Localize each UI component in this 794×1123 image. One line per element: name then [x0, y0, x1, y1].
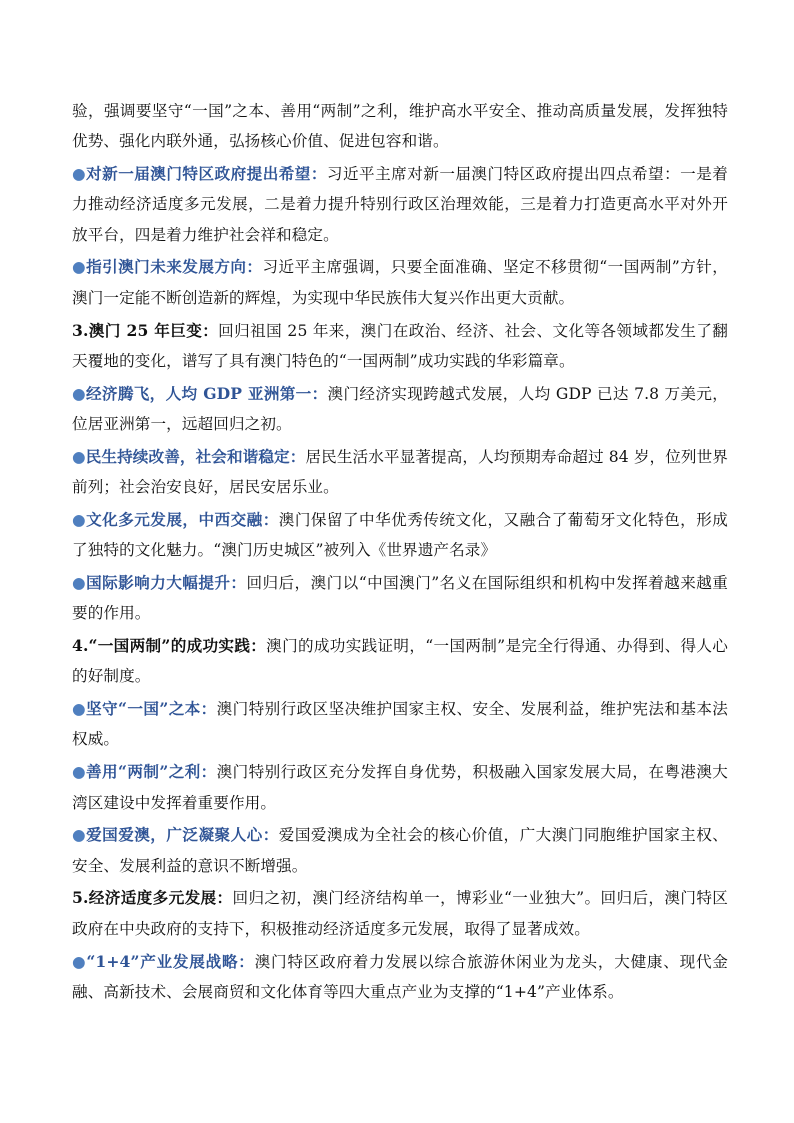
- bullet-paragraph: [72, 252, 728, 313]
- bullet-lead: 民生持续改善，社会和谐稳定：: [85, 446, 306, 466]
- bullet-lead: 善用“两制”之利：: [86, 762, 217, 782]
- section-heading: 3.澳门 25 年巨变：: [72, 320, 219, 340]
- bullet-paragraph: [72, 820, 728, 881]
- paragraph-text: 澳门特别行政区坚决维护国家主权、安全、发展利益，维护宪法和基本法权威。: [72, 700, 729, 749]
- bullet-lead: 爱国爱澳，广泛凝聚人心：: [86, 825, 279, 845]
- paragraph-text: 回归后，澳门以“中国澳门”名义在国际组织和机构中发挥着越来越重要的作用。: [72, 573, 728, 623]
- section-heading-paragraph: [72, 883, 728, 944]
- bullet-paragraph: [72, 757, 728, 818]
- bullet-lead: 经济腾飞，人均 GDP 亚洲第一：: [85, 383, 328, 403]
- bullet-paragraph: [72, 159, 728, 250]
- bullet-lead: 指引澳门未来发展方向：: [86, 257, 263, 277]
- bullet-icon: ●: [72, 257, 87, 277]
- bullet-paragraph: [72, 568, 728, 629]
- bullet-icon: ●: [72, 383, 86, 403]
- paragraph-text: 澳门的成功实践证明，“一国两制”是完全行得通、办得到、得人心的好制度。: [72, 637, 728, 686]
- bullet-icon: ●: [72, 509, 87, 529]
- bullet-paragraph: [72, 505, 728, 566]
- bullet-icon: ●: [72, 164, 87, 184]
- section-heading: 4.“一国两制”的成功实践：: [72, 636, 267, 656]
- bullet-lead: “1+4”产业发展战略：: [86, 951, 255, 971]
- paragraph-text: 居民生活水平显著提高，人均预期寿命超过 84 岁，位列世界前列；社会治安良好，居民安居乐业。: [72, 447, 728, 497]
- bullet-lead: 坚守“一国”之本：: [86, 699, 217, 719]
- paragraph-text: 验，强调要坚守“一国”之本、善用“两制”之利，维护高水平安全、推动高质量发展，发挥独特优势、强化内联外通，弘扬核心价值、促进包容和谐。: [72, 102, 728, 151]
- bullet-lead: 国际影响力大幅提升：: [86, 572, 247, 592]
- bullet-lead: 文化多元发展，中西交融：: [86, 509, 279, 529]
- bullet-icon: ●: [72, 699, 87, 719]
- document-page: [72, 96, 728, 1010]
- paragraph-text: 回归之初，澳门经济结构单一，博彩业“一业独大”。回归后，澳门特区政府在中央政府的支持下，积极推动经济适度多元发展，取得了显著成效。: [72, 889, 728, 938]
- bullet-icon: ●: [72, 951, 87, 971]
- bullet-icon: ●: [72, 446, 86, 466]
- paragraph-text: 澳门特别行政区充分发挥自身优势，积极融入国家发展大局，在粤港澳大湾区建设中发挥着重要作用。: [72, 763, 729, 812]
- bullet-paragraph: [72, 947, 728, 1008]
- paragraph-text: 澳门保留了中华优秀传统文化，又融合了葡萄牙文化特色，形成了独特的文化魅力。“澳门历史城区”被列入《世界遗产名录》: [72, 510, 728, 560]
- paragraph-text: 澳门经济实现跨越式发展，人均 GDP 已达 7.8 万美元，位居亚洲第一，远超回归之初。: [72, 384, 728, 433]
- section-heading-paragraph: [72, 316, 728, 377]
- bullet-paragraph: [72, 442, 728, 503]
- section-heading: 5.经济适度多元发展：: [72, 888, 233, 908]
- paragraph-text: 爱国爱澳成为全社会的核心价值，广大澳门同胞维护国家主权、安全、发展利益的意识不断增强。: [72, 826, 728, 875]
- bullet-icon: ●: [72, 572, 87, 592]
- bullet-lead: 对新一届澳门特区政府提出希望：: [86, 164, 327, 184]
- paragraph-text: 习近平主席对新一届澳门特区政府提出四点希望：一是着力推动经济适度多元发展，二是着力提升特别行政区治理效能，三是着力打造更高水平对外开放平台，四是着力维护社会祥和稳定。: [72, 165, 728, 244]
- paragraph-text: 回归祖国 25 年来，澳门在政治、经济、社会、文化等各领域都发生了翻天覆地的变化，谱写了具有澳门特色的“一国两制”成功实践的华彩篇章。: [72, 321, 728, 370]
- bullet-icon: ●: [72, 825, 87, 845]
- bullet-icon: ●: [72, 762, 87, 782]
- paragraph-text: 澳门特区政府着力发展以综合旅游休闲业为龙头，大健康、现代金融、高新技术、会展商贸和文化体育等四大重点产业为支撑的“1+4”产业体系。: [72, 952, 728, 1001]
- bullet-paragraph: [72, 694, 728, 755]
- paragraph-text: 习近平主席强调，只要全面准确、坚定不移贯彻“一国两制”方针，澳门一定能不断创造新的辉煌，为实现中华民族伟大复兴作出更大贡献。: [72, 258, 728, 307]
- body-paragraph: [72, 96, 728, 157]
- bullet-paragraph: [72, 379, 728, 440]
- section-heading-paragraph: [72, 631, 728, 692]
